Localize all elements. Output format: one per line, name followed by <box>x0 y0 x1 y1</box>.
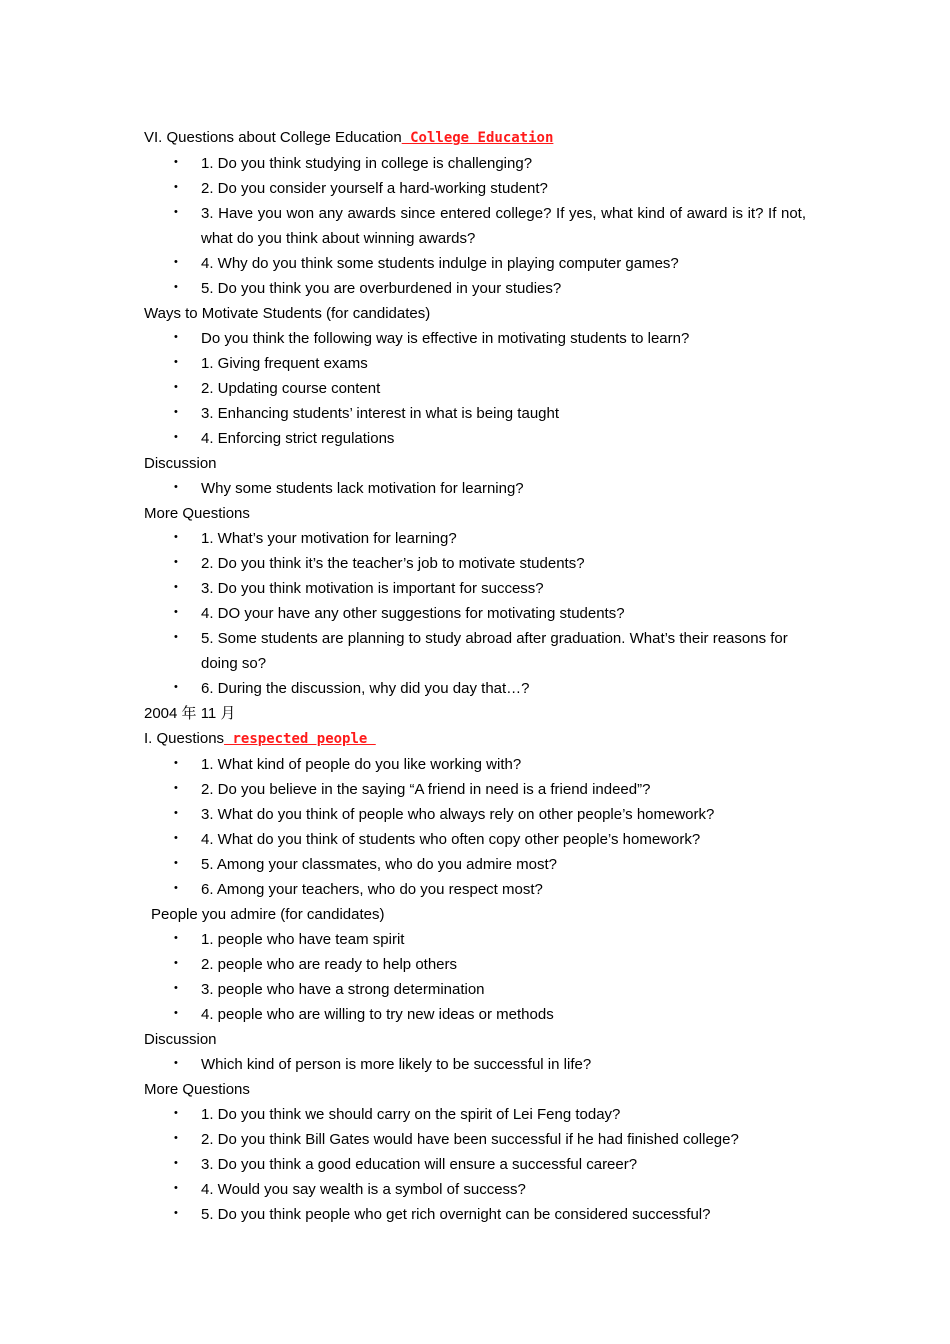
list-item: • 1. people who have team spirit <box>144 927 806 952</box>
section-heading-more-questions: More Questions <box>144 505 250 522</box>
section-heading-people-you-admire: People you admire (for candidates) <box>151 906 385 923</box>
list-item: • 3. Have you won any awards since entered college? If yes, what kind of award is it? If not, what do you think about winning awards? <box>144 201 806 251</box>
list-item: • 2. Do you think it’s the teacher’s job to motivate students? <box>144 551 806 576</box>
list-item: • 3. Do you think motivation is important for success? <box>144 576 806 601</box>
document-body <box>144 125 806 1227</box>
bullet-icon: • <box>174 356 178 368</box>
list-item: • 4. What do you think of students who often copy other people’s homework? <box>144 827 806 852</box>
bullet-icon: • <box>174 832 178 844</box>
bullet-icon: • <box>174 381 178 393</box>
section-heading-questions: I. Questions respected people <box>144 730 376 747</box>
list-item: • 3. Enhancing students’ interest in what is being taught <box>144 401 806 426</box>
list-item: • 5. Do you think people who get rich overnight can be considered successful? <box>144 1202 806 1227</box>
bullet-icon: • <box>174 406 178 418</box>
list-item: • 5. Some students are planning to study abroad after graduation. What’s their reasons for doing so? <box>144 626 806 676</box>
list-item: • 6. During the discussion, why did you day that…? <box>144 676 806 701</box>
section-heading-discussion: Discussion <box>144 1031 217 1048</box>
list-item: • 6. Among your teachers, who do you respect most? <box>144 877 806 902</box>
date-line: 2004 年 11 月 <box>144 705 236 722</box>
bullet-icon: • <box>174 181 178 193</box>
bullet-icon: • <box>174 1157 178 1169</box>
section-heading-college-education: VI. Questions about College Education College Education <box>144 129 554 146</box>
bullet-icon: • <box>174 256 178 268</box>
list-item: • 3. people who have a strong determination <box>144 977 806 1002</box>
list-item: • 2. Do you believe in the saying “A friend in need is a friend indeed”? <box>144 777 806 802</box>
bullet-icon: • <box>174 156 178 168</box>
bullet-icon: • <box>174 932 178 944</box>
section-heading-more-questions: More Questions <box>144 1081 250 1098</box>
bullet-icon: • <box>174 681 178 693</box>
list-item: • 4. Enforcing strict regulations <box>144 426 806 451</box>
highlight-college-education: College Education <box>401 130 554 146</box>
section-heading-motivate: Ways to Motivate Students (for candidates) <box>144 305 431 322</box>
bullet-icon: • <box>174 281 178 293</box>
bullet-icon: • <box>174 531 178 543</box>
bullet-icon: • <box>174 957 178 969</box>
bullet-icon: • <box>174 757 178 769</box>
list-item: • 4. Would you say wealth is a symbol of success? <box>144 1177 806 1202</box>
bullet-icon: • <box>174 1207 178 1219</box>
bullet-icon: • <box>174 581 178 593</box>
section-heading-discussion: Discussion <box>144 455 217 472</box>
bullet-icon: • <box>174 606 178 618</box>
list-item: • 1. What’s your motivation for learning? <box>144 526 806 551</box>
bullet-icon: • <box>174 857 178 869</box>
list-item: • 5. Among your classmates, who do you admire most? <box>144 852 806 877</box>
list-item: • 4. DO your have any other suggestions for motivating students? <box>144 601 806 626</box>
list-item: • Why some students lack motivation for learning? <box>144 476 806 501</box>
bullet-icon: • <box>174 1007 178 1019</box>
list-item: • 4. people who are willing to try new ideas or methods <box>144 1002 806 1027</box>
bullet-icon: • <box>174 1107 178 1119</box>
bullet-icon: • <box>174 782 178 794</box>
bullet-icon: • <box>174 431 178 443</box>
bullet-icon: • <box>174 631 178 643</box>
list-item: • 3. What do you think of people who always rely on other people’s homework? <box>144 802 806 827</box>
list-item: • 1. Do you think studying in college is challenging? <box>144 151 806 176</box>
list-item: • 5. Do you think you are overburdened in your studies? <box>144 276 806 301</box>
bullet-icon: • <box>174 882 178 894</box>
list-item: • Which kind of person is more likely to be successful in life? <box>144 1052 806 1077</box>
bullet-icon: • <box>174 807 178 819</box>
bullet-icon: • <box>174 982 178 994</box>
highlight-respected-people: respected people <box>224 731 376 747</box>
bullet-icon: • <box>174 331 178 343</box>
bullet-icon: • <box>174 206 178 218</box>
list-item: • 3. Do you think a good education will ensure a successful career? <box>144 1152 806 1177</box>
bullet-icon: • <box>174 481 178 493</box>
list-item: • 1. What kind of people do you like working with? <box>144 752 806 777</box>
list-item: • 1. Giving frequent exams <box>144 351 806 376</box>
bullet-icon: • <box>174 1182 178 1194</box>
bullet-icon: • <box>174 556 178 568</box>
list-item: • 2. people who are ready to help others <box>144 952 806 977</box>
bullet-icon: • <box>174 1132 178 1144</box>
list-item: • 2. Updating course content <box>144 376 806 401</box>
bullet-icon: • <box>174 1057 178 1069</box>
list-item: • 2. Do you consider yourself a hard-working student? <box>144 176 806 201</box>
list-item: • Do you think the following way is effective in motivating students to learn? <box>144 326 806 351</box>
list-item: • 2. Do you think Bill Gates would have been successful if he had finished college? <box>144 1127 806 1152</box>
list-item: • 4. Why do you think some students indulge in playing computer games? <box>144 251 806 276</box>
list-item: • 1. Do you think we should carry on the spirit of Lei Feng today? <box>144 1102 806 1127</box>
